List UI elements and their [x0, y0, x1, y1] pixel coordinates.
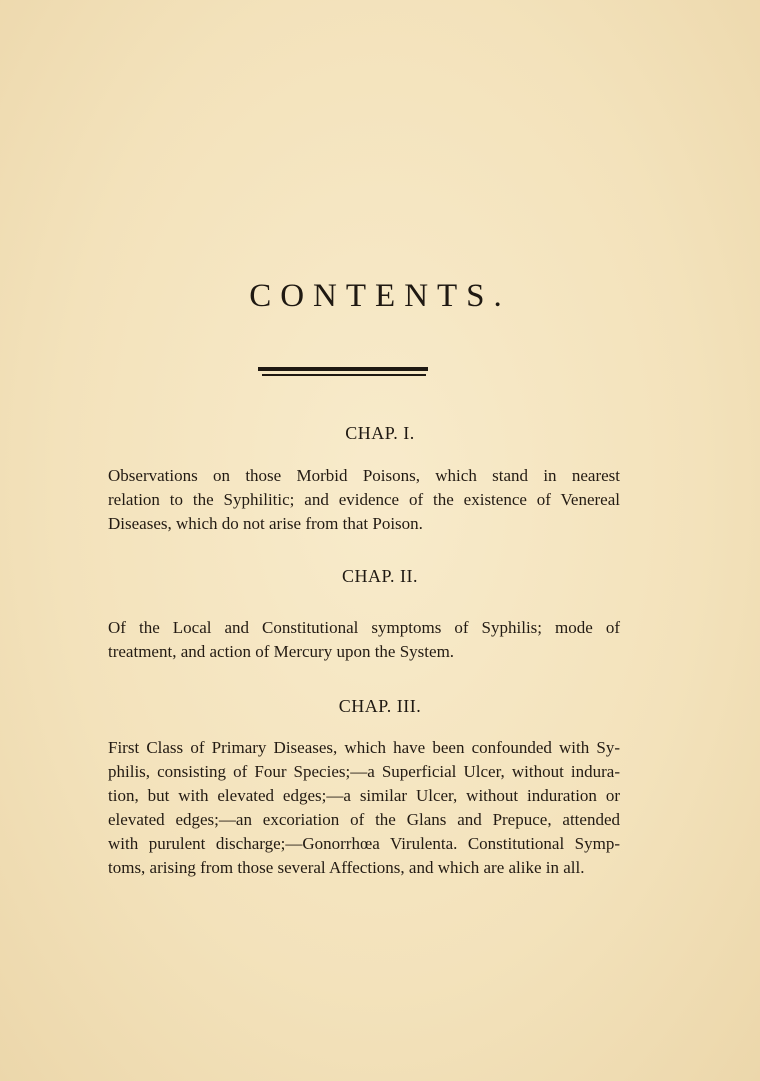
title-rule-thin [262, 374, 426, 376]
page-title: CONTENTS. [249, 278, 511, 314]
chapter-1-line: relation to the Syphilitic; and evidence of the existence of Venereal [108, 490, 620, 509]
chapter-3-line: tion, but with elevated edges;—a similar Ulcer, without induration or [108, 786, 620, 805]
chapter-1-summary [108, 464, 620, 536]
chapter-3-summary [108, 736, 620, 880]
chapter-3-line: philis, consisting of Four Species;—a Superficial Ulcer, without indura- [108, 762, 620, 781]
chapter-3-line: with purulent discharge;—Gonorrhœa Virulenta. Constitutional Symp- [108, 834, 620, 853]
chapter-2-line: Of the Local and Constitutional symptoms of Syphilis; mode of [108, 618, 620, 637]
chapter-1-heading: CHAP. I. [345, 423, 415, 443]
chapter-1-line: Diseases, which do not arise from that Poison. [108, 514, 423, 533]
chapter-2-heading: CHAP. II. [341, 566, 418, 586]
chapter-3-line: First Class of Primary Diseases, which have been confounded with Sy- [108, 738, 620, 757]
chapter-3-heading: CHAP. III. [338, 696, 422, 716]
chapter-3-line: elevated edges;—an excoriation of the Glans and Prepuce, attended [108, 810, 620, 829]
chapter-2-line: treatment, and action of Mercury upon the System. [108, 642, 455, 661]
chapter-3-line: toms, arising from those several Affections, and which are alike in all. [108, 858, 585, 877]
chapter-1-line: Observations on those Morbid Poisons, which stand in nearest [108, 466, 620, 485]
title-rule-thick [258, 367, 428, 371]
chapter-2-summary [108, 616, 620, 664]
